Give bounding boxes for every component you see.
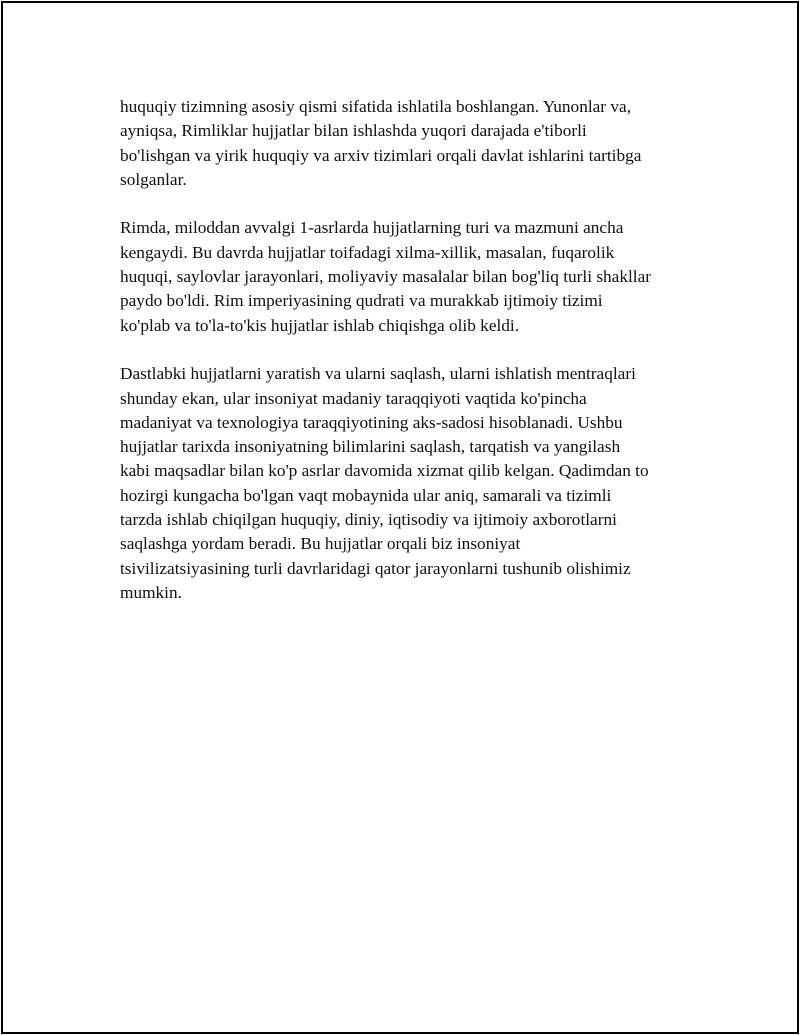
text-line: hujjatlar tarixda insoniyatning bilimlarini saqlash, tarqatish va yangilash: [120, 437, 621, 457]
text-line: Rimda, miloddan avvalgi 1-asrlarda hujjatlarning turi va mazmuni ancha: [120, 218, 624, 238]
paragraph-2: [120, 216, 700, 337]
text-line: huquqiy tizimning asosiy qismi sifatida ishlatila boshlangan. Yunonlar va,: [120, 97, 632, 116]
text-line: tsivilizatsiyasining turli davrlaridagi qator jarayonlarni tushunib olishimiz: [120, 558, 631, 578]
text-line: Dastlabki hujjatlarni yaratish va ularni saqlash, ularni ishlatish mentraqlari: [120, 364, 636, 384]
text-line: mumkin.: [120, 582, 182, 602]
text-line: paydo bo'ldi. Rim imperiyasining qudrati va murakkab ijtimoiy tizimi: [120, 291, 603, 311]
text-line: huquqi, saylovlar jarayonlari, moliyaviy masalalar bilan bog'liq turli shakllar: [120, 267, 652, 287]
text-line: kabi maqsadlar bilan ko'p asrlar davomida xizmat qilib kelgan. Qadimdan to: [120, 461, 649, 481]
page-border: [1, 1, 799, 1034]
text-line: shunday ekan, ular insoniyat madaniy taraqqiyoti vaqtida ko'pincha: [120, 388, 587, 408]
text-line: tarzda ishlab chiqilgan huquqiy, diniy, iqtisodiy va ijtimoiy axborotlarni: [120, 510, 617, 530]
document-body: [120, 95, 700, 630]
paragraph-3: [120, 362, 700, 605]
text-line: saqlashga yordam beradi. Bu hujjatlar orqali biz insoniyat: [120, 534, 521, 554]
text-line: ko'plab va to'la-to'kis hujjatlar ishlab chiqishga olib keldi.: [120, 315, 520, 335]
text-line: bo'lishgan va yirik huquqiy va arxiv tizimlari orqali davlat ishlarini tartibga: [120, 145, 642, 165]
text-line: kengaydi. Bu davrda hujjatlar toifadagi xilma-xillik, masalan, fuqarolik: [120, 242, 615, 262]
text-line: madaniyat va texnologiya taraqqiyotining aks-sadosi hisoblanadi. Ushbu: [120, 412, 623, 432]
text-line: hozirgi kungacha bo'lgan vaqt mobaynida ular aniq, samarali va tizimli: [120, 485, 612, 505]
paragraph-1: [120, 95, 700, 192]
text-line: ayniqsa, Rimliklar hujjatlar bilan ishlashda yuqori darajada e'tiborli: [120, 121, 587, 141]
text-line: solganlar.: [120, 169, 187, 189]
